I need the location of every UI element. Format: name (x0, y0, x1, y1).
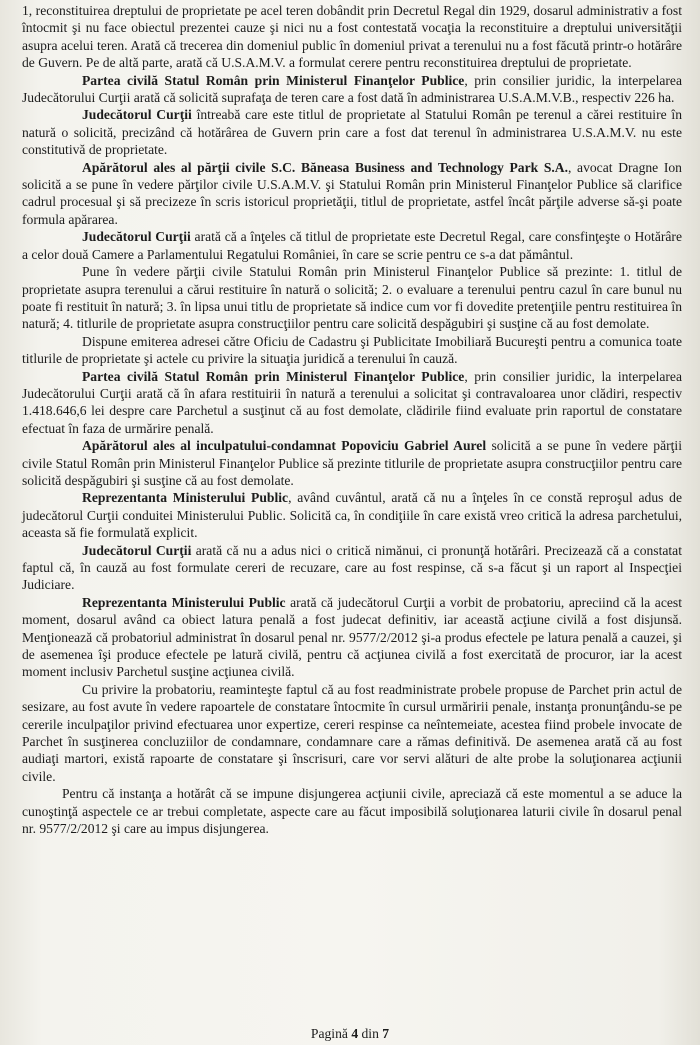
paragraph-2: Partea civilă Statul Român prin Ministerul Finanţelor Publice, prin consilier juridic, la interpelarea Judecătorului Curţii arată că solicită suprafaţa de teren care a fost dată în administrarea U.S.A.M.V.B., respectiv 226 ha. (22, 72, 682, 106)
paragraph-6: Pune în vedere părţii civile Statului Român prin Ministerul Finanţelor Publice să prezinte: 1. titlul de proprietate asupra terenului a cărui restituire în natură o solicită; 2. o evaluare a terenului pentru cazul în care bunul nu poate fi restituit în natură; 3. în lipsa unui titlu de proprietate să indice cum vor fi dovedite pretenţiile pentru restituirea în natură; 4. titlurile de proprietate asupra construcţiilor pentru care solicită despăgubiri şi susţine că au fost demolate. (22, 264, 682, 332)
paragraph-4: Apărătorul ales al părţii civile S.C. Băneasa Business and Technology Park S.A., avocat Dragne Ion solicită a se pune în vedere părţilor civile U.S.A.M.V. şi Statului Român prin Ministerul Finanţelor Publice să clarifice cadrul procesual şi să precizeze în scris istoricul proprietăţii, titlul de proprietate, astfel încât părţile adverse să-şi poate formula apărarea. (22, 159, 682, 227)
paragraph-7: Dispune emiterea adresei către Oficiu de Cadastru şi Publicitate Imobiliară Bucureşti pentru a comunica toate titlurile de proprietate şi actele cu privire la situaţia juridică a terenului în cauză. (22, 333, 682, 367)
paragraph-14: Pentru că instanţa a hotărât că se impune disjungerea acţiunii civile, apreciază că este momentul a se aduce la cunoştinţă aspectele ce ar trebui completate, aspecte care au făcut imposibilă soluţionarea laturii civile în dosarul penal nr. 9577/2/2012 şi care au impus disjungerea. (22, 786, 682, 837)
paragraph-11: Judecătorul Curţii arată că nu a adus nici o critică nimănui, ci pronunţă hotărâri. Precizează că a constatat faptul că, în cauză au fost formulate cereri de recuzare, care au fost respinse, că s-a făcut şi un raport al Inspecţiei Judiciare. (22, 542, 682, 593)
paragraph-9: Apărătorul ales al inculpatului-condamnat Popoviciu Gabriel Aurel solicită a se pune în vedere părţii civile Statul Român prin Ministerul Finanţelor Publice să prezinte titlurile de proprietate asupra construcţiilor pentru care solicită despăgubiri şi susţine că au fost demolate. (22, 438, 682, 488)
paragraph-10: Reprezentanta Ministerului Public, având cuvântul, arată că nu a înţeles în ce constă reproşul adus de judecătorul Curţii conduitei Ministerului Public. Solicită ca, în condiţiile în care există vreo critică la adresa parchetului, aceasta să fie formulată explicit. (22, 490, 682, 541)
page-footer: Pagină 4 din 7 (310, 1026, 390, 1041)
paragraph-3: Judecătorul Curţii întreabă care este titlul de proprietate al Statului Român pe terenul a cărei restituire în natură o solicită, precizând că hotărârea de Guvern prin care a fost dat terenul în administrarea U.S.A.M.V. nu este constitutivă de proprietate. (22, 107, 683, 158)
paragraph-1: 1, reconstituirea dreptului de proprietate pe acel teren dobândit prin Decretul Regal din 1929, dosarul administrativ a fost întocmit şi nu face obiectul prezentei cauze şi nici nu a fost contestată vocaţia la reconstituire a dreptului universităţii asupra acelui teren. Arată că trecerea din domeniul public în domeniul privat a terenului nu a fost făcută printr-o hotărâre de Guvern. Pe de altă parte, arată că U.S.A.M.V. a formulat cerere pentru reconstituirea dreptului de proprietate. (22, 3, 682, 71)
paragraph-12: Reprezentanta Ministerului Public arată că judecătorul Curţii a vorbit de probatoriu, apreciind că la acest moment, dosarul având ca obiect latura penală a fost judecat definitiv, iar această acţiune civilă a fost disjunsă. Menţionează că probatoriul administrat în dosarul penal nr. 9577/2/2012 şi-a produs efectele pe latura penală a cauzei, şi de asemenea îşi produce efectele pe latură civilă, pentru că acţiunea civilă a fost exercitată de procuror, iar la acest moment inclusiv Parchetul susţine acţiunea civilă. (22, 594, 682, 680)
paragraph-13: Cu privire la probatoriu, reaminteşte faptul că au fost readministrate probele propuse de Parchet prin actul de sesizare, au fost avute în vedere rapoartele de constatare întocmite în cursul urmăririi penale, instanţa pronunţându-se pe cererile inculpaţilor privind efectuarea unor expertize, cereri respinse ca neîntemeiate, acestea fiind probele invocate de Parchet în susţinerea concluziilor de condamnare, condamnare care a rămas definitivă. De asemenea arată că au fost audiaţi martori, există rapoarte de constatare şi înscrisuri, care vor servi alături de alte probe la soluţionarea acţiunii civile. (22, 681, 682, 784)
paragraph-5: Judecătorul Curţii arată că a înţeles că titlul de proprietate este Decretul Regal, care consfinţeşte o Hotărâre a celor două Camere a Parlamentului Regatului României, în care se scrie pentru ce s-a dat pământul. (22, 229, 682, 262)
document-body (22, 2, 682, 838)
paragraph-8: Partea civilă Statul Român prin Ministerul Finanţelor Publice, prin consilier juridic, la interpelarea Judecătorului Curţii arată că în afara restituirii în natură a terenului a solicitat şi contravaloarea unor clădiri, respectiv 1.418.646,6 lei despre care Parchetul a susţinut că au fost demolate, clădirile fiind evaluate prin raportul de constatare efectuat în faza de urmărire penală. (22, 368, 682, 436)
